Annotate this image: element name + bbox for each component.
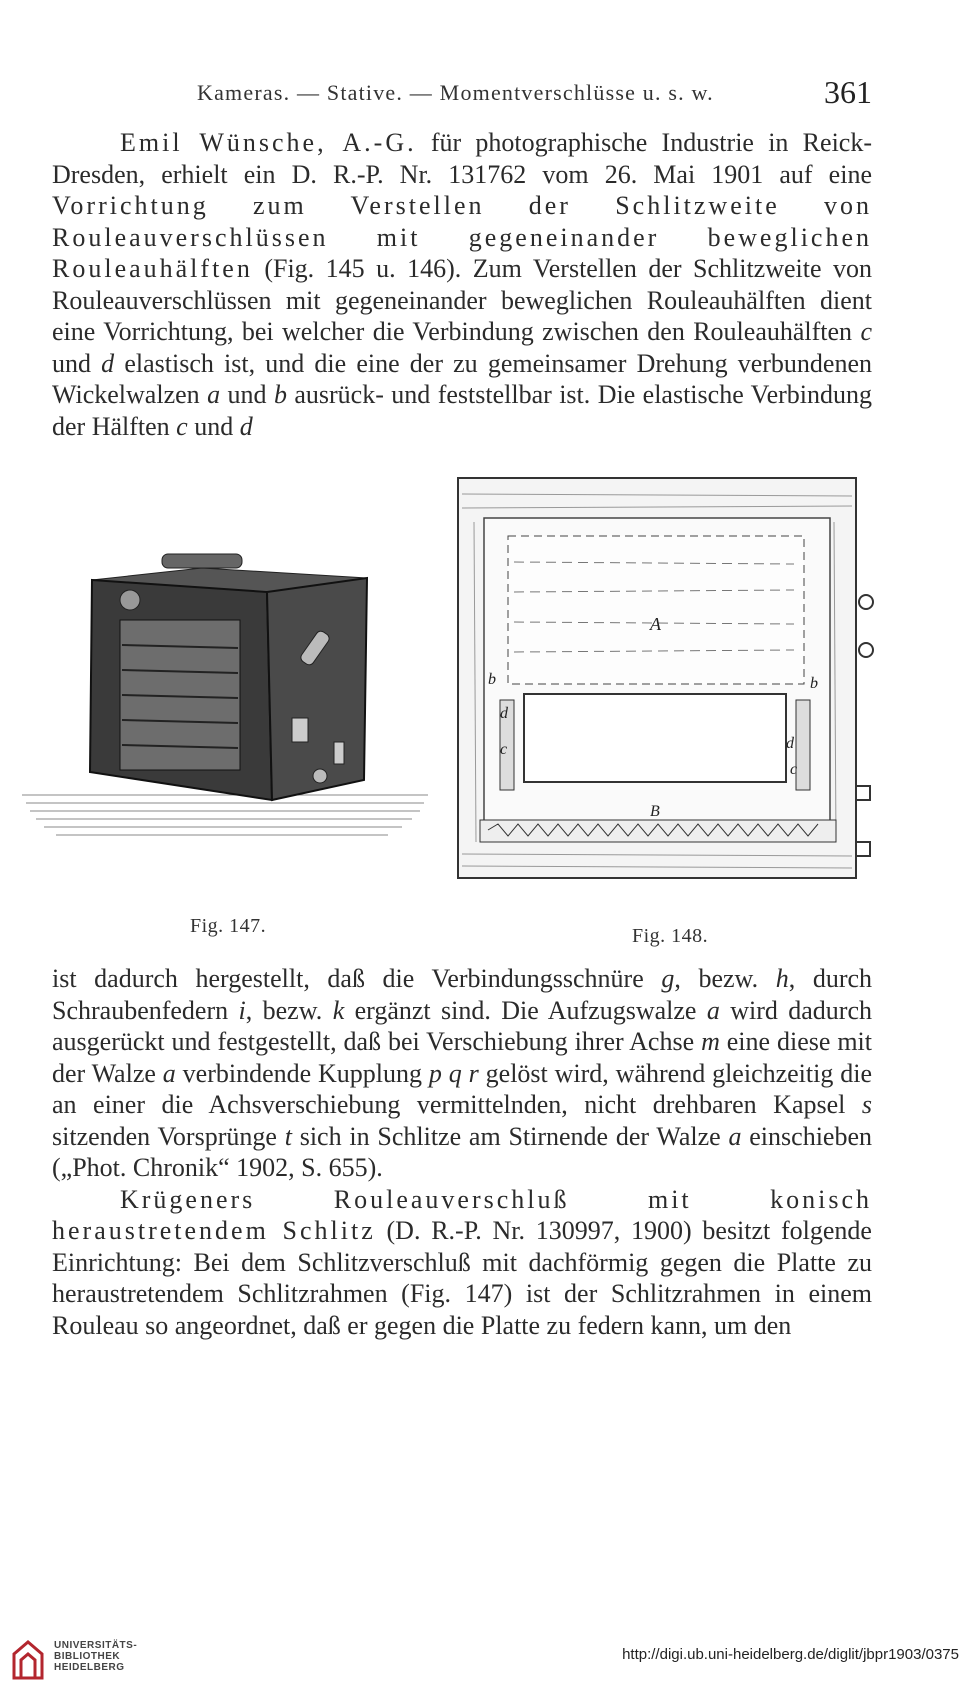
camera-illustration: [22, 550, 428, 850]
symbol-k: k: [332, 995, 345, 1025]
symbol-i: i: [238, 995, 246, 1025]
symbol-a: a: [706, 995, 720, 1025]
running-head: [52, 74, 872, 114]
text-block-top: [52, 127, 872, 442]
lens-badge: [120, 590, 140, 610]
text-run: verbindende Kupplung: [175, 1058, 429, 1088]
text-run: , bezw.: [245, 995, 333, 1025]
floor-hatching: [22, 795, 428, 835]
text-run: eine diese mit der Walze: [52, 1027, 872, 1088]
slit-opening: [524, 694, 786, 782]
symbol-a: a: [728, 1121, 742, 1151]
text-run: , bezw.: [674, 964, 776, 993]
symbol-a: a: [207, 380, 221, 409]
symbol-a: a: [162, 1058, 176, 1088]
text-run: (Fig. 145 u. 146). Zum Verstellen der Schlitzweite von Rouleauverschlüssen mit gegeneinander beweglichen Rouleauhälften dient eine Vorrichtung, bei welcher die Verbindung zwischen den Rouleauhälften: [52, 254, 872, 346]
label-B: B: [650, 803, 660, 820]
text-run: , durch Schraubenfedern: [52, 964, 873, 1025]
camera-side: [267, 578, 367, 800]
symbol-b: b: [273, 380, 287, 409]
paragraph-kruegener: [52, 1184, 872, 1342]
figures-area: [0, 460, 979, 960]
patent-title: Krügeners Rouleauverschluß mit konisch heraustretendem Schlitz: [52, 1184, 872, 1245]
text-run: sich in Schlitze am Stirnende der Walze: [291, 1121, 729, 1151]
label-b-left: b: [488, 671, 496, 688]
text-run: einschieben („Phot. Chronik“ 1902, S. 655).: [52, 1121, 872, 1182]
patent-title: Vorrichtung zum Verstellen der Schlitzweite von Rouleauverschlüssen mit gegeneinander beweglichen Rouleauhälften: [52, 191, 872, 283]
side-knobs: [856, 595, 873, 856]
symbol-pqr: p q r: [428, 1058, 479, 1088]
text-run: ausrück- und feststellbar ist. Die elastische Verbindung der Hälften: [52, 380, 873, 441]
text-run: für photographische Industrie in Reick-Dresden, erhielt ein D. R.-P. Nr. 131762 vom 26. Mai 1901 auf eine: [52, 128, 872, 189]
text-run: elastisch ist, und die eine der zu gemeinsamer Drehung verbundenen Wickelwalzen: [52, 348, 873, 409]
label-c-right: c: [790, 761, 798, 778]
page-number: 361: [824, 74, 872, 110]
label-b-right: b: [810, 675, 818, 692]
text-run: ist dadurch hergestellt, daß die Verbindungsschnüre: [52, 964, 662, 993]
label-d-left: d: [500, 705, 508, 722]
text-run: gelöst wird, während gleichzeitig die an einer die Achsverschiebung vermittelnden, nicht drehbaren Kapsel: [52, 1058, 872, 1119]
symbol-h: h: [775, 964, 789, 993]
text-run: wird dadurch ausgerückt und festgestellt, daß bei Verschiebung ihrer Achse: [52, 995, 872, 1056]
symbol-c: c: [860, 317, 872, 346]
symbol-t: t: [284, 1121, 292, 1151]
label-d-right: d: [786, 735, 794, 752]
side-screw: [313, 769, 327, 783]
symbol-s: s: [861, 1090, 872, 1119]
source-url[interactable]: http://digi.ub.uni-heidelberg.de/diglit/jbpr1903/0375: [622, 1646, 959, 1663]
paragraph-continuation: [52, 963, 872, 1184]
footer: [0, 1630, 979, 1690]
running-title: Kameras. — Stative. — Momentverschlüsse u. s. w.: [197, 80, 714, 105]
text-run: und: [220, 380, 274, 409]
side-plate: [292, 718, 308, 742]
symbol-c: c: [176, 411, 188, 441]
fig147-caption: Fig. 147.: [190, 915, 267, 937]
text-run: (D. R.-P. Nr. 130997, 1900) besitzt folgende Einrichtung: Bei dem Schlitzverschluß mit dachförmig gegen die Platte zu heraustretendem Schlitzrahmen (Fig. 147) ist der Schlitzrahmen in einem Rouleau so angeordnet, daß er gegen die Platte zu federn kann, um den: [52, 1216, 872, 1340]
symbol-m: m: [701, 1027, 720, 1056]
library-line: UNIVERSITÄTS-: [54, 1640, 138, 1651]
company-name: Emil Wünsche, A.-G.: [120, 128, 417, 157]
text-run: und: [52, 348, 102, 378]
shutter-diagram: [454, 472, 878, 892]
text-run: sitzenden Vorsprünge: [52, 1121, 285, 1151]
symbol-g: g: [661, 964, 675, 993]
label-A: A: [650, 614, 661, 634]
side-plate-lower: [334, 742, 344, 764]
text-run: ergänzt sind. Die Aufzugswalze: [344, 995, 707, 1025]
handle: [162, 554, 242, 568]
library-line: BIBLIOTHEK: [54, 1651, 121, 1662]
text-block-bottom: [52, 963, 872, 1341]
library-name: [54, 1640, 137, 1673]
library-logo-icon: [10, 1640, 46, 1680]
fig148-caption: Fig. 148.: [632, 925, 709, 947]
symbol-d: d: [239, 411, 253, 441]
library-line: HEIDELBERG: [54, 1662, 125, 1673]
upper-rouleau: [508, 536, 804, 684]
right-bracket: [796, 700, 810, 790]
paragraph-wuensche: [52, 127, 872, 442]
text-run: und: [187, 411, 240, 441]
label-c-left: c: [500, 741, 508, 758]
symbol-d: d: [101, 348, 115, 378]
